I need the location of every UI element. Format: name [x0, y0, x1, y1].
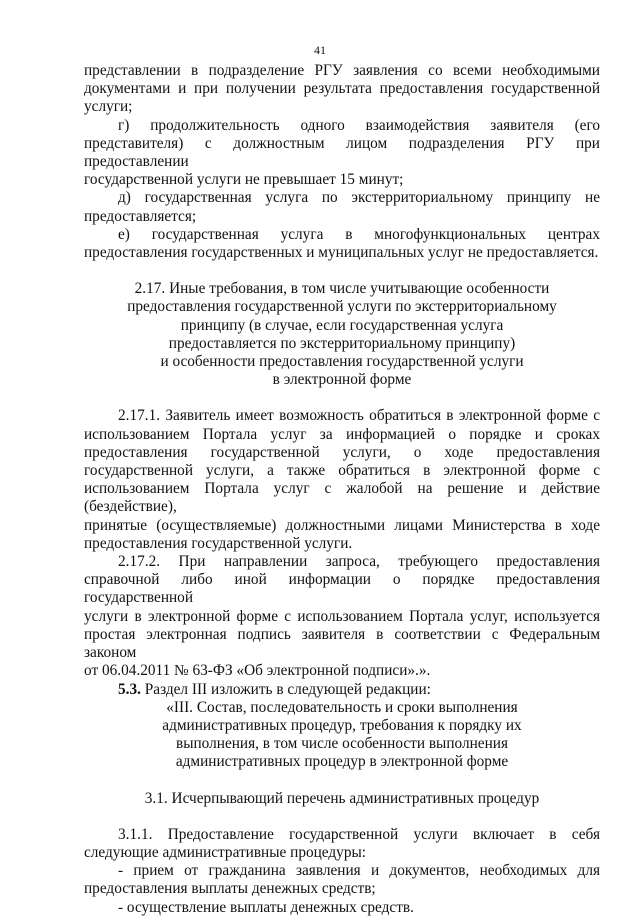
heading-line: выполнения, в том числе особенности выполнения	[176, 735, 508, 753]
text-line: представителя) с должностным лицом подразделения РГУ при предоставлении	[84, 134, 600, 171]
list-item-reception	[84, 862, 600, 898]
heading-line: «III. Состав, последовательность и сроки выполнения	[166, 698, 518, 716]
clause-number: 5.3.	[118, 680, 141, 698]
text-line: государственной услуги, а также обратиться в электронной форме с	[84, 462, 600, 480]
text-line: 2.17.1. Заявитель имеет возможность обратиться в электронной форме с	[118, 407, 600, 425]
text-line: документами и при получении результата предоставления государственной	[84, 80, 600, 98]
text-line: представлении в подразделение РГУ заявления со всеми необходимыми	[84, 62, 600, 79]
paragraph-item-d	[84, 189, 600, 225]
page-number: 41	[314, 43, 326, 57]
text-line: предоставления выплаты денежных средств;	[84, 880, 376, 898]
text-line: предоставления государственной услуги.	[84, 534, 353, 552]
heading-line: административных процедур, требования к порядку их	[162, 716, 522, 734]
clause-text: Раздел III изложить в следующей редакции:	[140, 680, 431, 698]
text-line: государственной услуги не превышает 15 минут;	[84, 171, 404, 189]
paragraph-rgu-submission	[84, 62, 600, 117]
text-line: принятые (осуществляемые) должностными лицами Министерства в ходе	[84, 516, 600, 534]
text-line: от 06.04.2011 № 63-ФЗ «Об электронной подписи».».	[84, 662, 431, 680]
text-line: использованием Портала услуг с жалобой на решение и действие (бездействие),	[84, 480, 600, 516]
document-body	[84, 62, 600, 917]
heading-line: 2.17. Иные требования, в том числе учитывающие особенности	[134, 280, 550, 298]
text-line: предоставления государственных и муниципальных услуг не предоставляется.	[84, 244, 599, 262]
text-line: - прием от гражданина заявления и документов, необходимых для	[118, 862, 600, 880]
paragraph-item-g	[84, 117, 600, 190]
paragraph-2-17-2	[84, 553, 600, 680]
text-line: услуги;	[84, 98, 133, 116]
paragraph-2-17-1	[84, 407, 600, 553]
text-line: услуги в электронной форме с использованием Портала услуг, используется	[84, 607, 600, 625]
text-line: 2.17.2. При направлении запроса, требующего предоставления	[118, 553, 600, 571]
section-heading-III	[84, 699, 600, 772]
text-line: следующие административные процедуры:	[84, 843, 366, 861]
section-heading-3-1: 3.1. Исчерпывающий перечень административных процедур	[144, 789, 540, 807]
text-line: предоставления государственной услуги, о ходе предоставления	[84, 443, 600, 461]
text-line: д) государственная услуга по экстерриториальному принципу не	[118, 189, 600, 207]
paragraph-5-3	[84, 681, 600, 699]
text-line: справочной либо иной информации о порядке предоставления государственной	[84, 571, 600, 607]
list-item-payment: - осуществление выплаты денежных средств.	[118, 898, 414, 916]
section-heading-2-17	[84, 280, 600, 389]
heading-line: принципу (в случае, если государственная услуга	[180, 316, 504, 334]
text-line: 3.1.1. Предоставление государственной услуги включает в себя	[118, 825, 600, 843]
heading-line: предоставления государственной услуги по экстерриториальному	[127, 298, 557, 316]
text-line: предоставляется;	[84, 207, 197, 225]
heading-line: предоставляется по экстерриториальному принципу)	[168, 334, 516, 352]
heading-line: и особенности предоставления государственной услуги	[160, 353, 524, 371]
paragraph-3-1-1	[84, 826, 600, 862]
text-line: использованием Портала услуг за информацией о порядке и сроках	[84, 425, 600, 443]
paragraph-item-e	[84, 226, 600, 262]
text-line: г) продолжительность одного взаимодействия заявителя (его	[118, 116, 600, 134]
text-line: е) государственная услуга в многофункциональных центрах	[118, 225, 600, 243]
text-line: простая электронная подпись заявителя в соответствии с Федеральным законом	[84, 625, 600, 662]
heading-line: административных процедур в электронной форме	[175, 753, 509, 771]
heading-line: в электронной форме	[272, 371, 412, 389]
